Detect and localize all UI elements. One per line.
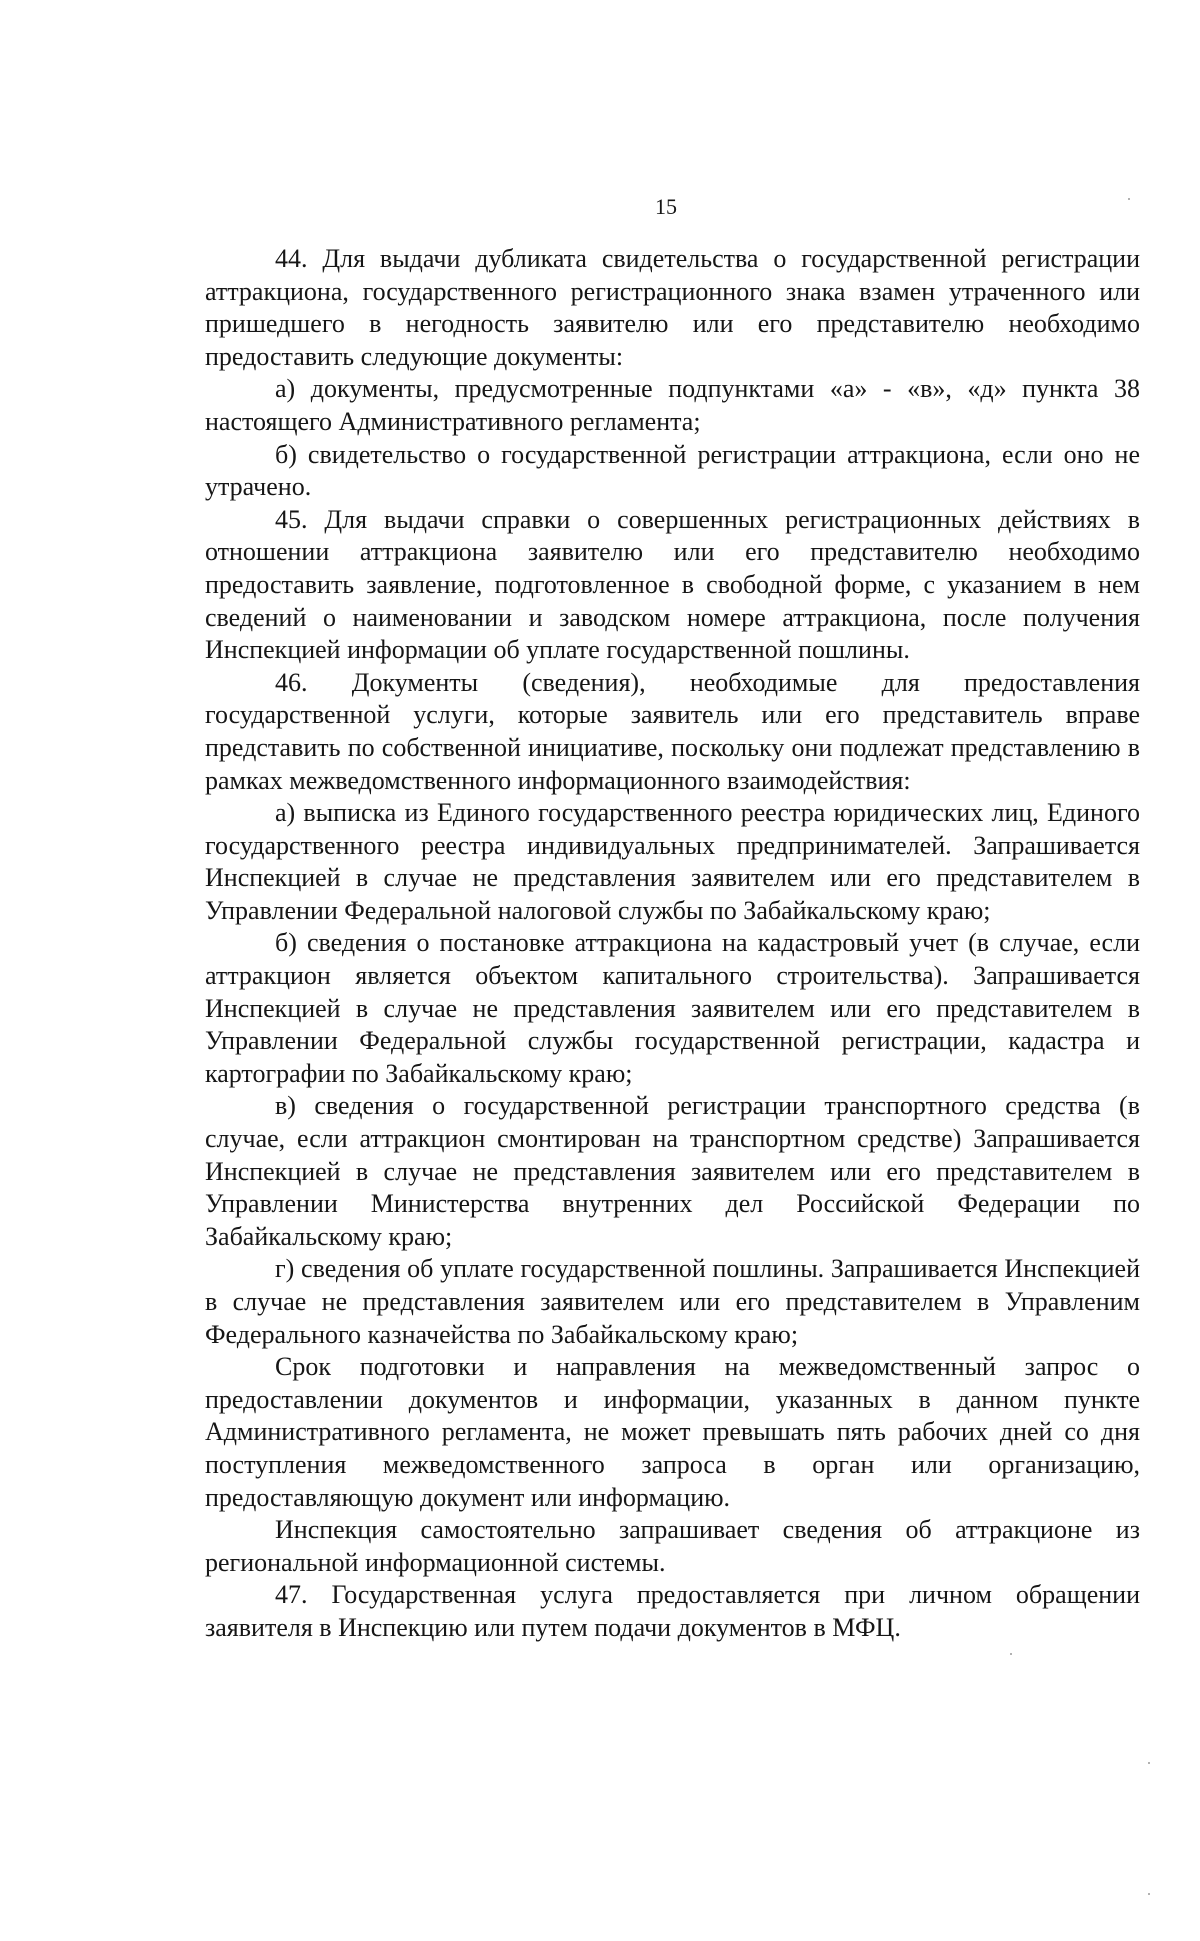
paragraph-inspection-request: Инспекция самостоятельно запрашивает сведения об аттракционе из региональной информационной системы.: [205, 1515, 1140, 1577]
paragraph-45: 45. Для выдачи справки о совершенных регистрационных действиях в отношении аттракциона заявителю или его представителю необходимо предоставить заявление, подготовленное в свободной форме, с указанием в нем сведений о наименовании и заводском номере аттракциона, после получения Инспекцией информации об уплате государственной пошлины.: [205, 504, 1140, 665]
scan-speck: [1148, 1762, 1150, 1764]
document-body: [205, 243, 1140, 1645]
paragraph-44: 44. Для выдачи дубликата свидетельства о государственной регистрации аттракциона, государственного регистрационного знака взамен утраченного или пришедшего в негодность заявителю или его представителю необходимо предоставить следующие документы:: [205, 244, 1140, 371]
paragraph-44-a: а) документы, предусмотренные подпунктами «а» - «в», «д» пункта 38 настоящего Административного регламента;: [205, 374, 1140, 436]
scan-speck: [1128, 198, 1130, 200]
paragraph-47: 47. Государственная услуга предоставляется при личном обращении заявителя в Инспекцию или путем подачи документов в МФЦ.: [205, 1580, 1140, 1642]
paragraph-46-a: а) выписка из Единого государственного реестра юридических лиц, Единого государственного реестра индивидуальных предпринимателей. Запрашивается Инспекцией в случае не представления заявителем или его представителем в Управлении Федеральной налоговой службы по Забайкальскому краю;: [205, 798, 1140, 925]
page-number: 15: [655, 194, 677, 219]
scan-speck: [1148, 1893, 1150, 1895]
scan-speck: [1010, 1653, 1012, 1655]
paragraph-46: 46. Документы (сведения), необходимые для предоставления государственной услуги, которые заявитель или его представитель вправе представить по собственной инициативе, поскольку они подлежат представлению в рамках межведомственного информационного взаимодействия:: [205, 667, 1140, 795]
paragraph-46-v: в) сведения о государственной регистрации транспортного средства (в случае, если аттракцион смонтирован на транспортном средстве) Запрашивается Инспекцией в случае не представления заявителем или его представителем в Управлении Министерства внутренних дел Российской Федерации по Забайкальскому краю;: [205, 1091, 1140, 1251]
paragraph-46-b: б) сведения о постановке аттракциона на кадастровый учет (в случае, если аттракцион является объектом капитального строительства). Запрашивается Инспекцией в случае не представления заявителем или его представителем в Управлении Федеральной службы государственной регистрации, кадастра и картографии по Забайкальскому краю;: [205, 928, 1140, 1088]
paragraph-deadline: Срок подготовки и направления на межведомственный запрос о предоставлении документов и информации, указанных в данном пункте Административного регламента, не может превышать пять рабочих дней со дня поступления межведомственного запроса в орган или организацию, предоставляющую документ или информацию.: [205, 1352, 1140, 1512]
paragraph-44-b: б) свидетельство о государственной регистрации аттракциона, если оно не утрачено.: [205, 439, 1140, 502]
paragraph-46-g: г) сведения об уплате государственной пошлины. Запрашивается Инспекцией в случае не представления заявителем или его представителем в Управленим Федерального казначейства по Забайкальскому краю;: [205, 1254, 1140, 1349]
